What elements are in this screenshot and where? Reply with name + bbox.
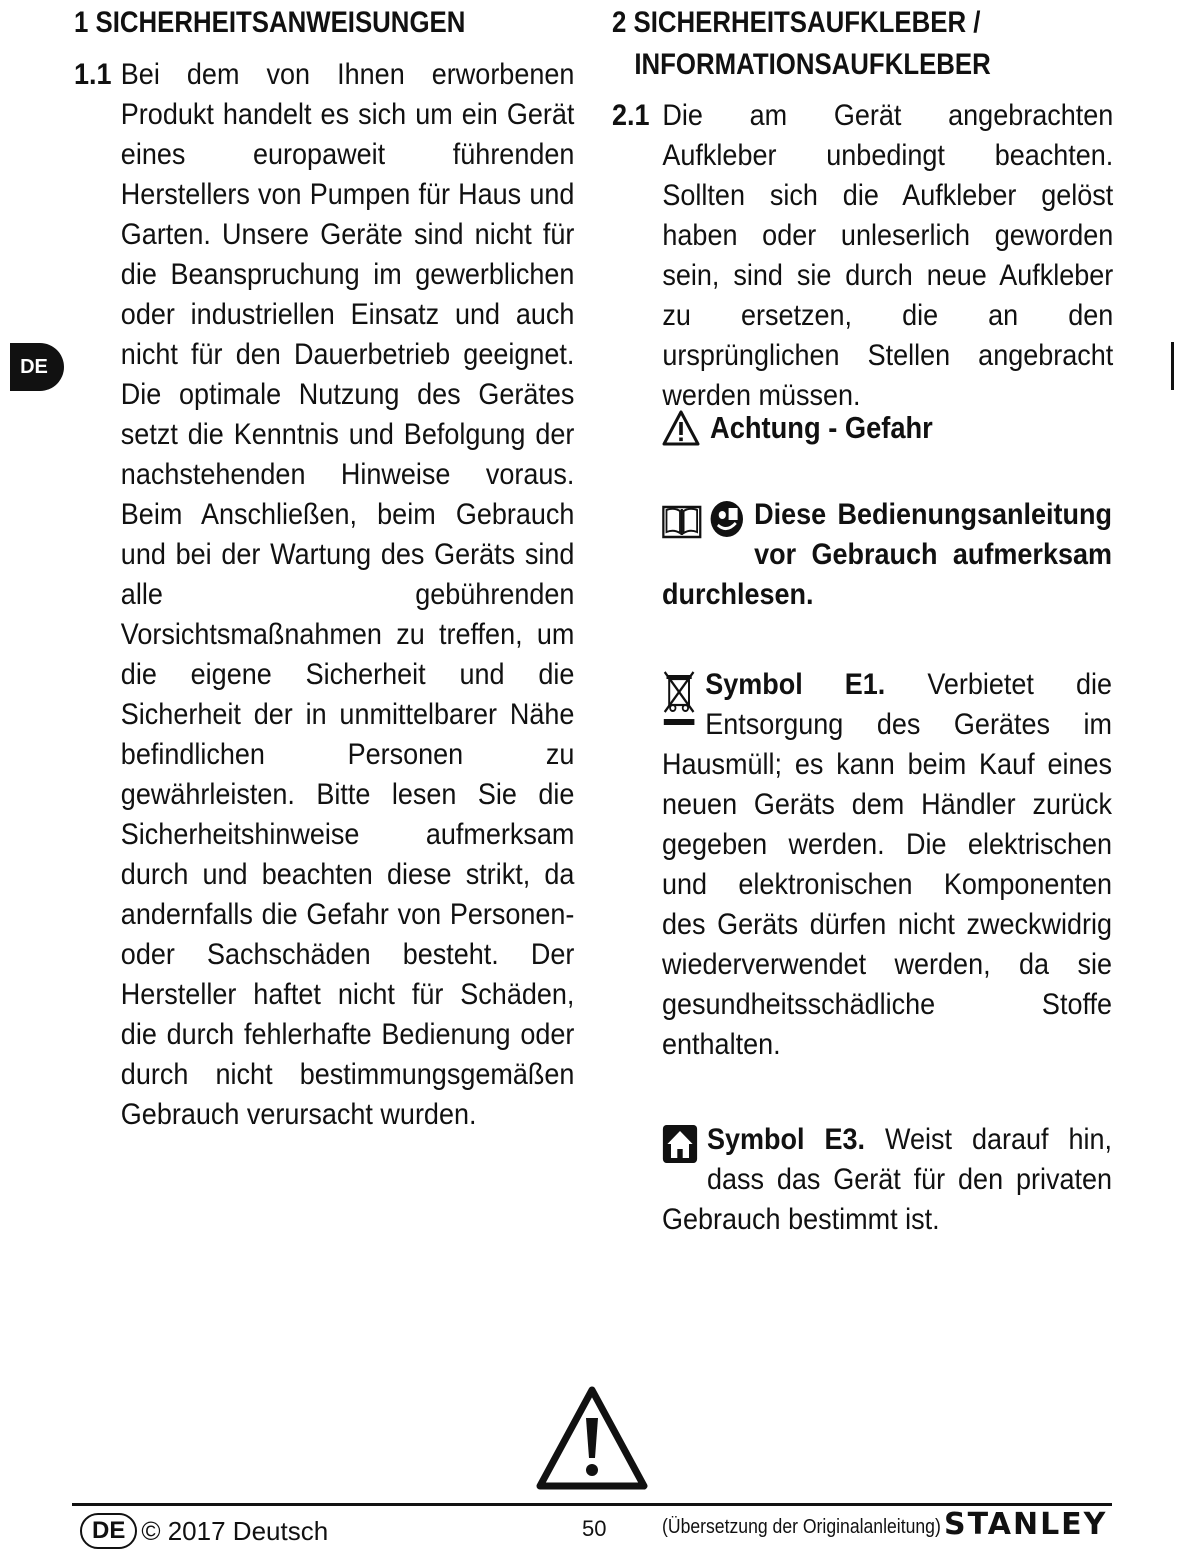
right-column	[612, 0, 1114, 1236]
footer-language-badge: DE	[80, 1513, 137, 1549]
weee-bin-icon	[662, 669, 696, 738]
open-book-icon	[662, 503, 702, 539]
brand-logo: STANLEY	[944, 1507, 1108, 1542]
page-number: 50	[582, 1516, 607, 1541]
warning-triangle-icon	[662, 410, 700, 446]
home-use-icon	[662, 1124, 698, 1175]
language-tab-label: DE	[20, 355, 48, 378]
right-edge-marker	[1171, 342, 1174, 390]
symbol-e1-title: Symbol E1.	[705, 668, 886, 701]
danger-warning	[662, 410, 963, 446]
read-manual-text: Diese Bedienungsanleitung vor Gebrauch aufmerksam durchlesen.	[662, 498, 1112, 611]
symbol-e3-title: Symbol E3.	[707, 1123, 866, 1156]
section-1-1-number: 1.1	[74, 58, 112, 91]
symbol-e1-text: Verbietet die Entsorgung des Gerätes im Hausmüll; es kann beim Kauf eines neuen Geräts dem Händler zurück gegeben werden. Die elektrischen und elektronischen Komponenten des Geräts dürfen nicht zweckwidrig wiederverwendet werden, da sie gesundheitsschädliche Stoffe enthalten.	[662, 668, 1112, 1061]
manual-icons	[662, 499, 745, 550]
footer-left	[80, 1513, 328, 1549]
section-2-1-number: 2.1	[612, 99, 650, 132]
large-warning-triangle-icon	[536, 1386, 648, 1492]
section-1-1-text: Bei dem von Ihnen erworbenen Produkt handelt es sich um ein Gerät eines europaweit führenden Herstellers von Pumpen für Haus und Garten. Unsere Geräte sind nicht für die Beanspruchung im gewerblichen oder industriellen Einsatz und auch nicht für den Dauerbetrieb geeignet. Die optimale Nutzung des Gerätes setzt die Kenntnis und Befolgung der nachstehenden Hinweise voraus. Beim Anschließen, beim Gebrauch und bei der Wartung des Geräts sind alle gebührenden Vorsichtsmaßnahmen zu treffen, um die eigene Sicherheit und die Sicherheit der in unmittelbarer Nähe befindlichen Personen zu gewährleisten. Bitte lesen Sie die Sicherheitshinweise aufmerksam durch und beachten diese strikt, da andernfalls die Gefahr von Personen- oder Sachschäden besteht. Der Hersteller haftet nicht für Schäden, die durch fehlerhafte Bedienung oder durch nicht bestimmungsgemäßen Gebrauch verursacht wurden.	[120, 58, 575, 1131]
footer-divider	[72, 1503, 1112, 1506]
symbol-e1-block	[662, 665, 1112, 1065]
section-2-heading	[612, 2, 1044, 86]
language-tab	[10, 343, 64, 391]
read-manual-note	[662, 495, 1112, 615]
section-2-heading-line2: INFORMATIONSAUFKLEBER	[634, 48, 991, 81]
danger-warning-label: Achtung - Gefahr	[710, 410, 933, 445]
section-1-1-paragraph	[74, 55, 574, 1135]
section-2-1-paragraph	[612, 96, 1113, 416]
footer-copyright: © 2017 Deutsch	[141, 1515, 329, 1546]
section-2-heading-line1: 2 SICHERHEITSAUFKLEBER /	[612, 6, 981, 39]
symbol-e3-text: Weist darauf hin, dass das Gerät für den privaten Gebrauch bestimmt ist.	[662, 1123, 1112, 1236]
section-2-1-text: Die am Gerät angebrachten Aufkleber unbedingt beachten. Sollten sich die Aufkleber gelöst haben oder unleserlich geworden sein, sind sie durch neue Aufkleber zu ersetzen, die an den ursprünglichen Stellen angebracht werden müssen.	[662, 99, 1114, 412]
section-1-heading: 1 SICHERHEITSANWEISUNGEN	[74, 6, 466, 39]
symbol-e3-block	[662, 1120, 1112, 1240]
read-instructions-icon	[709, 499, 745, 539]
translation-note: (Übersetzung der Originalanleitung)	[662, 1516, 941, 1538]
left-column	[74, 0, 586, 1131]
